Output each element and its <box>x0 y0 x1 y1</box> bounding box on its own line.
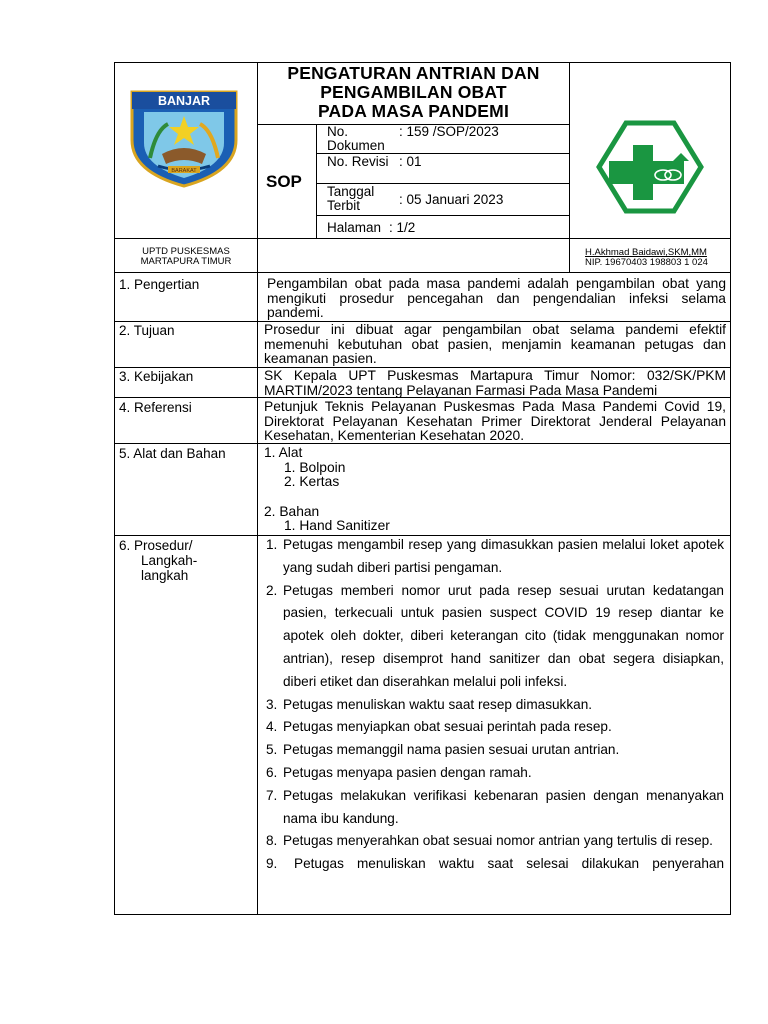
procedure-step: 3. Petugas menuliskan waktu saat resep dimasukkan. <box>266 696 593 712</box>
doc-number-label: No. Dokumen <box>327 124 385 153</box>
procedure-step: 7. Petugas melakukan verifikasi kebenaran pasien dengan menanyakan nama ibu kandung. <box>266 787 724 826</box>
signer-block <box>585 248 729 268</box>
procedure-step: 8. Petugas menyerahkan obat sesuai nomor antrian yang tertulis di resep. <box>266 833 713 849</box>
procedure-step: 6. Petugas menyapa pasien dengan ramah. <box>266 764 532 780</box>
date-label: Tanggal Terbit <box>327 184 375 213</box>
label-pengertian: 1. Pengertian <box>119 277 200 292</box>
doc-number-value: : 159 /SOP/2023 <box>399 124 499 139</box>
revision-label: No. Revisi <box>327 154 389 169</box>
organization-name: UPTD PUSKESMAS MARTAPURA TIMUR <box>140 246 232 267</box>
sop-label: SOP <box>266 172 302 191</box>
alat-heading: 1. Alat <box>264 445 303 460</box>
bahan-item: 1. Hand Sanitizer <box>284 518 390 534</box>
procedure-step: 9. Petugas menuliskan waktu saat selesai dilakukan penyerahan <box>266 856 724 872</box>
puskesmas-logo <box>596 120 704 214</box>
document-title <box>258 64 569 121</box>
procedure-step: 2. Petugas memberi nomor urut pada resep sesuai urutan kedatangan pasien, terkecuali untuk pasien suspect COVID 19 resep diantar ke apotek oleh dokter, diberi keterangan cito (tidak menggunakan nomor antrian), resep disemprot hand sanitizer dan obat segera disiapkan, diberi etiket dan diserahkan melalui poli infeksi. <box>266 582 724 689</box>
signer-nip: NIP. 19670403 198803 1 024 <box>585 257 708 268</box>
label-prosedur: 6. Prosedur/ Langkah- langkah <box>119 538 198 583</box>
label-alat-bahan: 5. Alat dan Bahan <box>119 446 226 461</box>
alat-item: 2. Kertas <box>284 474 340 490</box>
alat-item: 1. Bolpoin <box>284 459 346 475</box>
text-pengertian: Pengambilan obat pada masa pandemi adalah pengambilan obat yang mengikuti prosedur pencegahan dan pengendalian infeksi selama pandemi. <box>267 276 726 321</box>
logo-banner-text: BANJAR <box>157 94 211 108</box>
text-kebijakan: SK Kepala UPT Puskesmas Martapura Timur Nomor: 032/SK/PKM MARTIM/2023 tentang Pelayanan Farmasi Pada Masa Pandemi <box>264 368 726 398</box>
date-value: : 05 Januari 2023 <box>399 192 504 207</box>
banjar-logo <box>128 88 240 188</box>
page-value: : 1/2 <box>389 220 416 235</box>
procedure-step: 1. Petugas mengambil resep yang dimasukkan pasien melalui loket apotek yang sudah diberi partisi pengaman. <box>266 537 724 575</box>
page-label: Halaman <box>327 220 382 235</box>
label-tujuan: 2. Tujuan <box>119 323 175 338</box>
label-kebijakan: 3. Kebijakan <box>119 369 194 384</box>
procedure-step: 5. Petugas memanggil nama pasien sesuai urutan antrian. <box>266 742 620 758</box>
title-line: PENGAMBILAN OBAT <box>320 82 507 102</box>
title-line: PENGATURAN ANTRIAN DAN <box>287 63 540 83</box>
alat-bahan-list <box>264 446 726 534</box>
title-line: PADA MASA PANDEMI <box>317 101 510 121</box>
label-referensi: 4. Referensi <box>119 400 192 415</box>
bahan-heading: 2. Bahan <box>264 503 320 519</box>
signer-name: H.Akhmad Baidawi,SKM,MM <box>585 247 707 258</box>
procedure-step: 4. Petugas menyiapkan obat sesuai perintah pada resep. <box>266 719 612 735</box>
text-tujuan: Prosedur ini dibuat agar pengambilan obat selama pandemi efektif memenuhi kebutuhan obat pasien, menjamin keamanan petugas dan keamanan pasien. <box>264 322 726 367</box>
text-referensi: Petunjuk Teknis Pelayanan Puskesmas Pada Masa Pandemi Covid 19, Direktorat Pelayanan Kesehatan Primer Direktorat Jenderal Pelayanan Kesehatan, Kementerian Kesehatan 2020. <box>264 399 726 444</box>
revision-value: : 01 <box>399 154 422 169</box>
procedure-steps <box>266 534 724 876</box>
logo-motto-text: BARAKAT <box>171 168 197 174</box>
